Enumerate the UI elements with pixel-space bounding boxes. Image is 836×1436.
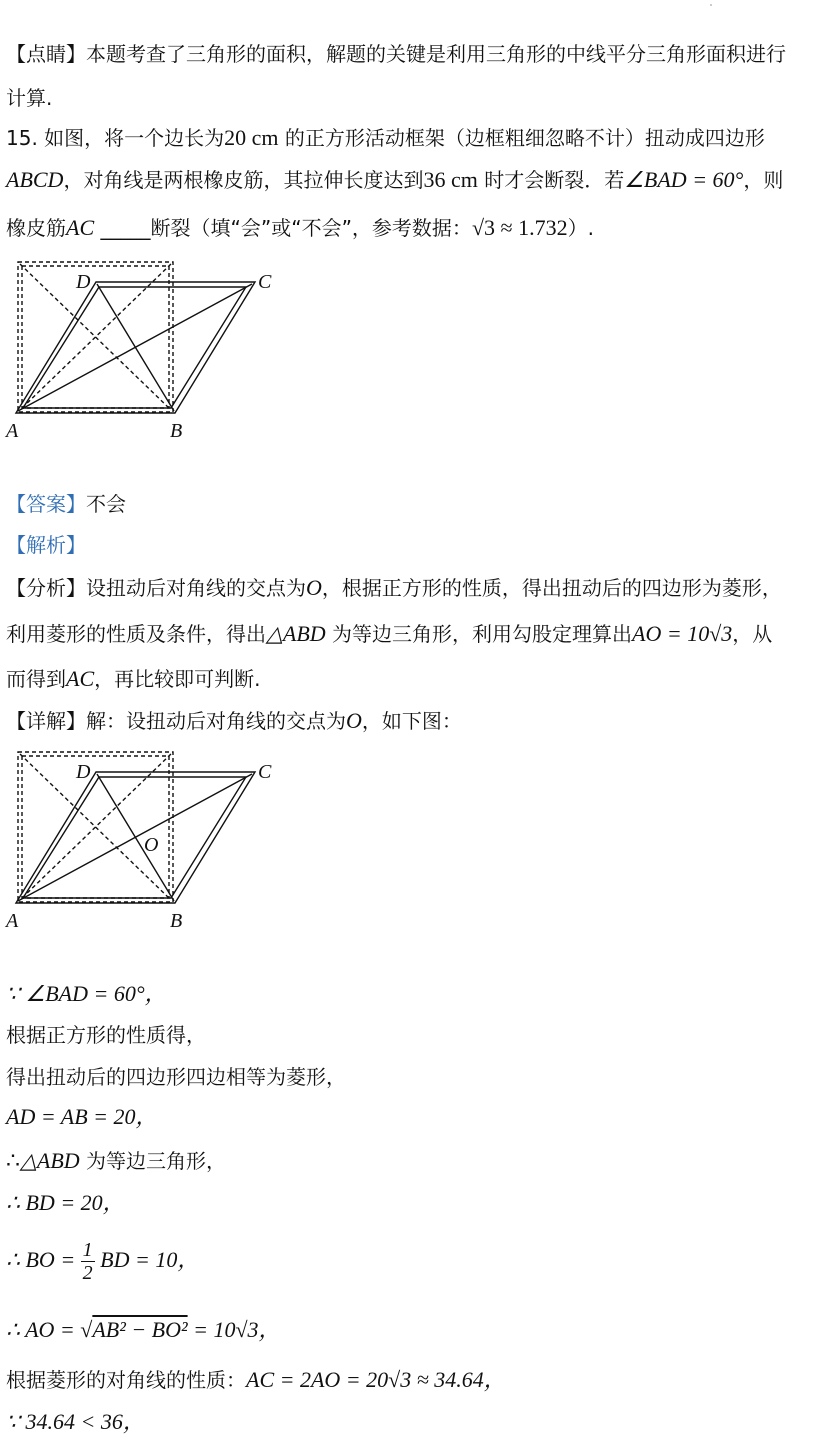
x-o: O (346, 708, 362, 733)
fenxi-label: 【分析】 (6, 576, 86, 600)
q-text: ）. (567, 216, 594, 240)
step-10: ∵ 34.64 < 36， (6, 1409, 145, 1434)
f-text: ，再比较即可判断. (94, 667, 261, 691)
q-text: ，则 (743, 168, 784, 192)
q-blank-text: _____断裂（填“会”或“不会”，参考数据： (94, 216, 472, 240)
s9-text: 根据菱形的对角线的性质： (6, 1368, 246, 1392)
label-c: C (258, 271, 272, 293)
label-c: C (258, 761, 272, 783)
figure-1 (0, 255, 300, 445)
s7-lhs: ∴ BO = (6, 1247, 81, 1272)
label-a: A (6, 910, 19, 932)
question-line-1 (6, 124, 765, 152)
f-text: 利用菱形的性质及条件，得出 (6, 622, 266, 646)
fraction-numerator: 1 (82, 1239, 93, 1262)
label-a: A (6, 420, 19, 442)
diagonal-bd (97, 284, 174, 411)
step-7 (6, 1238, 199, 1284)
label-d: D (76, 271, 91, 293)
q-abcd: ABCD (6, 167, 64, 192)
q-text: 时才会断裂．若 (477, 168, 625, 192)
step-4: AD = AB = 20， (6, 1104, 158, 1129)
f-triangle: △ABD (266, 621, 326, 646)
fenxi-line-3 (6, 665, 260, 693)
xiangjie-line (6, 707, 462, 735)
step-3: 得出扭动后的四边形四边相等为菱形， (6, 1065, 346, 1089)
step-1: ∵ ∠BAD = 60°， (6, 981, 167, 1006)
dianjing-text-2: 计算. (6, 86, 53, 110)
step-2: 根据正方形的性质得， (6, 1023, 206, 1047)
scan-speck (710, 4, 712, 6)
answer-value: 不会 (86, 492, 126, 516)
s9-formula: AC = 2AO = 20√3 ≈ 34.64， (246, 1367, 506, 1392)
step-8 (6, 1316, 281, 1344)
q-reference: √3 ≈ 1.732 (471, 215, 568, 240)
x-text: 解：设扭动后对角线的交点为 (86, 709, 346, 733)
fenxi-line-1 (6, 574, 782, 602)
q-text: 15. 如图，将一个边长为 (6, 126, 225, 150)
fenxi-line-2 (6, 620, 772, 648)
fraction-half (81, 1239, 95, 1284)
label-d: D (76, 761, 91, 783)
f-text: 为等边三角形，利用勾股定理算出 (325, 622, 633, 646)
f-ao: AO = 10√3 (632, 621, 733, 646)
answer-line (6, 490, 126, 518)
figure-2 (0, 745, 300, 935)
diagonal-bd (97, 774, 174, 901)
fraction-denominator: 2 (82, 1262, 93, 1285)
f-ac: AC (66, 666, 95, 691)
q-text: 的正方形活动框架（边框粗细忽略不计）扭动成四边形 (278, 126, 765, 150)
s5-text: 为等边三角形， (79, 1149, 227, 1173)
step-9 (6, 1366, 506, 1394)
sqrt-sign: √ (80, 1317, 93, 1342)
f-text: 设扭动后对角线的交点为 (86, 576, 306, 600)
question-line-3 (6, 214, 594, 242)
f-text: 而得到 (6, 667, 66, 691)
dianjing-label: 【点睛】 (6, 42, 86, 66)
s8-lhs: ∴ AO = (6, 1317, 81, 1342)
question-line-2 (6, 166, 783, 194)
sqrt-radicand: AB² − BO² (92, 1317, 188, 1342)
triangle-abd: △ABD (20, 1148, 80, 1173)
f-o: O (306, 575, 322, 600)
s7-rhs: BD = 10， (94, 1247, 200, 1272)
label-b: B (170, 910, 183, 932)
dianjing-line-1 (6, 40, 786, 68)
dianjing-text-1: 本题考查了三角形的面积，解题的关键是利用三角形的中线平分三角形面积进行 (86, 42, 786, 66)
q-angle: ∠BAD = 60° (624, 167, 744, 192)
answer-label: 【答案】 (6, 492, 86, 516)
s8-rhs: = 10√3， (187, 1317, 281, 1342)
therefore-symbol: ∴ (6, 1148, 20, 1173)
x-text: ，如下图： (361, 709, 462, 733)
dianjing-line-2 (6, 84, 52, 112)
step-5 (6, 1147, 226, 1175)
label-b: B (170, 420, 183, 442)
analysis-label: 【解析】 (6, 533, 86, 557)
f-text: ，根据正方形的性质，得出扭动后的四边形为菱形， (321, 576, 782, 600)
q-ac: AC (66, 215, 95, 240)
f-text: ，从 (732, 622, 773, 646)
q-text: ，对角线是两根橡皮筋，其拉伸长度达到 (63, 168, 424, 192)
q-text: 橡皮筋 (6, 216, 66, 240)
step-6: ∴ BD = 20， (6, 1190, 125, 1215)
q-break-length: 36 cm (423, 167, 478, 192)
q-side-length: 20 cm (224, 125, 279, 150)
xiangjie-label: 【详解】 (6, 709, 86, 733)
label-o: O (144, 834, 159, 856)
